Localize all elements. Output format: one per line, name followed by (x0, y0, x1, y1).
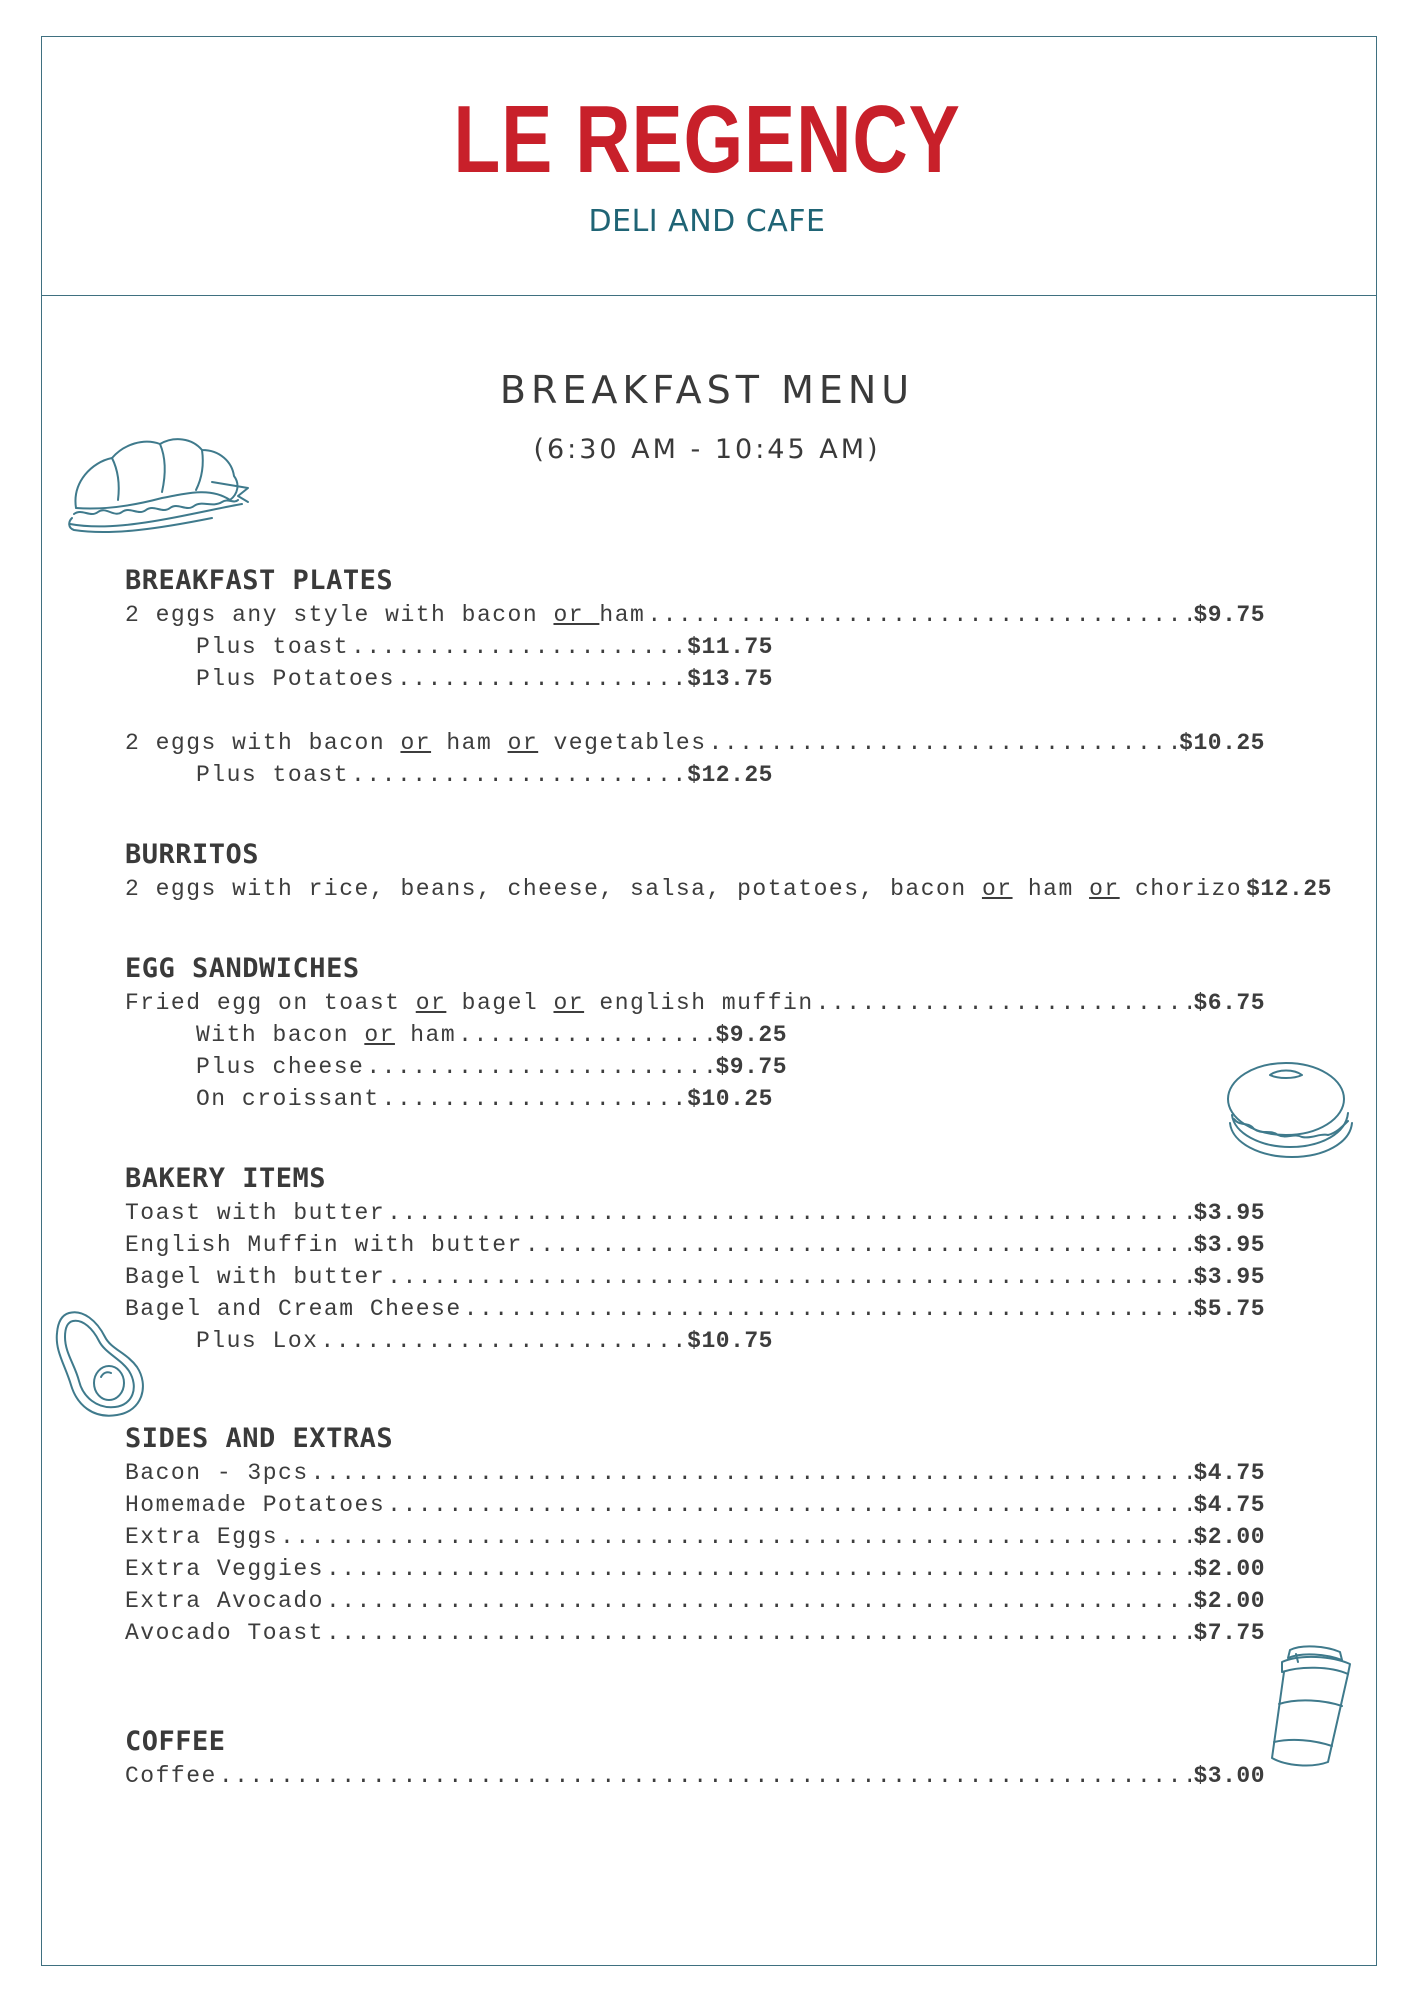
menu-subitem-plus-lox (125, 1325, 773, 1357)
menu-subitem-plus-toast (125, 631, 773, 663)
menu-item-bakery (125, 1293, 1265, 1325)
item-label: Fried egg on toast or bagel or english muffin (125, 990, 814, 1016)
item-price: $9.25 (715, 1022, 787, 1048)
menu-item-eggs-any-style (125, 599, 1265, 631)
item-label: Bacon - 3pcs (125, 1460, 309, 1486)
item-price: $3.95 (1193, 1264, 1265, 1290)
dot-leader (351, 759, 685, 791)
dot-leader (219, 1760, 1192, 1792)
dot-leader (709, 727, 1178, 759)
item-label: Homemade Potatoes (125, 1492, 386, 1518)
dot-leader (387, 1197, 1191, 1229)
dot-leader (366, 1051, 713, 1083)
menu-item-burrito (125, 873, 1332, 905)
item-label: Avocado Toast (125, 1620, 324, 1646)
menu-item-bakery (125, 1229, 1265, 1261)
item-label: Extra Eggs (125, 1524, 279, 1550)
coffee-cup-icon (1262, 1642, 1358, 1772)
item-label: Bagel and Cream Cheese (125, 1296, 462, 1322)
menu-content (125, 563, 1332, 1792)
dot-leader (326, 1585, 1192, 1617)
item-label: English Muffin with butter (125, 1232, 523, 1258)
item-label: Plus cheese (196, 1054, 365, 1080)
item-label: 2 eggs any style with bacon or ham (125, 602, 646, 628)
menu-subitem-plus-cheese (125, 1051, 787, 1083)
item-label: Plus Lox (196, 1328, 319, 1354)
item-label: Extra Veggies (125, 1556, 324, 1582)
dot-leader (311, 1457, 1192, 1489)
section-title-breakfast-plates: BREAKFAST PLATES (125, 565, 394, 596)
dot-leader (326, 1617, 1192, 1649)
item-label: 2 eggs with bacon or ham or vegetables (125, 730, 707, 756)
item-label: Plus toast (196, 634, 350, 660)
menu-item-bakery (125, 1261, 1265, 1293)
menu-item-side (125, 1585, 1265, 1617)
item-price: $5.75 (1193, 1296, 1265, 1322)
item-price: $12.25 (687, 762, 773, 788)
menu-item-bakery (125, 1197, 1265, 1229)
dot-leader (387, 1489, 1191, 1521)
dot-leader (382, 1083, 686, 1115)
item-label: Toast with butter (125, 1200, 386, 1226)
item-price: $7.75 (1193, 1620, 1265, 1646)
item-label: 2 eggs with rice, beans, cheese, salsa, potatoes, bacon or ham or chorizo (125, 876, 1243, 902)
menu-subitem-plus-toast (125, 759, 773, 791)
dot-leader (351, 631, 685, 663)
item-price: $3.95 (1193, 1200, 1265, 1226)
item-label: Plus Potatoes (196, 666, 395, 692)
menu-item-side (125, 1553, 1265, 1585)
dot-leader (458, 1019, 713, 1051)
menu-subitem-on-croissant (125, 1083, 773, 1115)
item-price: $3.00 (1193, 1763, 1265, 1789)
menu-item-eggs-with-bacon (125, 727, 1265, 759)
dot-leader (816, 987, 1192, 1019)
item-price: $6.75 (1193, 990, 1265, 1016)
item-price: $10.75 (687, 1328, 773, 1354)
section-title-egg-sandwiches: EGG SANDWICHES (125, 953, 360, 984)
item-price: $9.75 (715, 1054, 787, 1080)
menu-item-side (125, 1617, 1265, 1649)
dot-leader (387, 1261, 1191, 1293)
item-label: With bacon or ham (196, 1022, 457, 1048)
menu-item-side (125, 1457, 1265, 1489)
item-price: $2.00 (1193, 1524, 1265, 1550)
dot-leader (320, 1325, 685, 1357)
item-price: $2.00 (1193, 1588, 1265, 1614)
brand-name: LE REGENCY (453, 86, 961, 193)
dot-leader (525, 1229, 1192, 1261)
menu-subitem-with-bacon (125, 1019, 787, 1051)
menu-item-coffee (125, 1760, 1265, 1792)
brand-subtitle: DELI AND CAFE (588, 204, 826, 239)
item-price: $11.75 (687, 634, 773, 660)
item-price: $10.25 (687, 1086, 773, 1112)
menu-hours: (6:30 AM - 10:45 AM) (533, 434, 881, 465)
dot-leader (397, 663, 685, 695)
item-price: $2.00 (1193, 1556, 1265, 1582)
menu-item-fried-egg (125, 987, 1265, 1019)
section-title-coffee: COFFEE (125, 1726, 226, 1757)
item-price: $12.25 (1246, 876, 1332, 902)
item-price: $9.75 (1193, 602, 1265, 628)
croissant-sandwich-icon (62, 422, 252, 542)
menu-subitem-plus-potatoes (125, 663, 773, 695)
item-label: Coffee (125, 1763, 217, 1789)
menu-item-side (125, 1521, 1265, 1553)
header-divider (41, 295, 1377, 296)
item-label: Extra Avocado (125, 1588, 324, 1614)
dot-leader (464, 1293, 1192, 1325)
item-price: $4.75 (1193, 1492, 1265, 1518)
item-label: On croissant (196, 1086, 380, 1112)
dot-leader (326, 1553, 1192, 1585)
item-label: Bagel with butter (125, 1264, 386, 1290)
item-price: $10.25 (1179, 730, 1265, 756)
item-label: Plus toast (196, 762, 350, 788)
item-price: $3.95 (1193, 1232, 1265, 1258)
menu-item-side (125, 1489, 1265, 1521)
dot-leader (647, 599, 1191, 631)
section-title-sides-and-extras: SIDES AND EXTRAS (125, 1423, 394, 1454)
dot-leader (280, 1521, 1191, 1553)
item-price: $4.75 (1193, 1460, 1265, 1486)
menu-title: BREAKFAST MENU (499, 368, 915, 412)
section-title-burritos: BURRITOS (125, 839, 260, 870)
section-title-bakery-items: BAKERY ITEMS (125, 1163, 327, 1194)
item-price: $13.75 (687, 666, 773, 692)
